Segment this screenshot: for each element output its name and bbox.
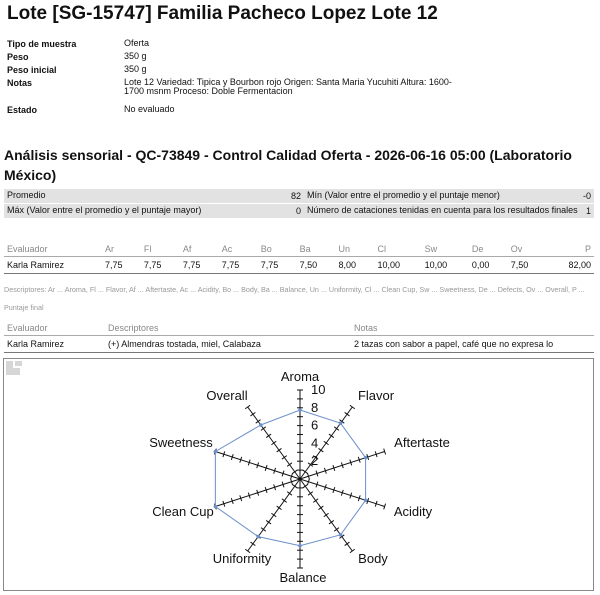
- radar-data-point: [214, 450, 218, 454]
- cell-final-score: 82,00: [547, 257, 594, 274]
- column-header: Ba: [297, 242, 336, 257]
- radar-axis-label: Sweetness: [149, 435, 213, 450]
- summary-cell-min: [304, 189, 594, 203]
- radar-axis-tick: [329, 434, 334, 438]
- cell-score: 0,00: [469, 257, 508, 274]
- radar-data-point: [214, 505, 218, 509]
- radar-tick-label: 8: [311, 399, 319, 415]
- summary-label: Mín (Valor entre el promedio y el puntaje menor): [307, 190, 500, 200]
- scores-table: [4, 242, 594, 274]
- summary-value: -0: [582, 191, 591, 201]
- page-title: Lote [SG-15747] Familia Pacheco Lopez Lote 12: [7, 3, 438, 24]
- summary-row: [4, 189, 594, 203]
- radar-axis-tick: [271, 513, 276, 517]
- radar-axis-tick: [282, 499, 287, 503]
- radar-axis-tick: [292, 470, 297, 474]
- column-header: Un: [336, 242, 375, 257]
- radar-tick-label: 2: [311, 453, 319, 469]
- meta-value: Oferta: [124, 38, 150, 48]
- radar-axis-tick: [287, 463, 292, 467]
- radar-axis-tick: [324, 441, 329, 445]
- radar-axis-tick: [271, 441, 276, 445]
- summary-label: Máx (Valor entre el promedio y el puntaje mayor): [7, 205, 202, 215]
- radar-chart: [4, 359, 593, 590]
- meta-label: Peso inicial: [7, 65, 57, 75]
- meta-value: Lote 12 Variedad: Tipica y Bourbon rojo Origen: Santa Maria Yucuhiti Altura: 1600-1700 msnm Proceso: Doble Fermentacion: [124, 77, 452, 96]
- abbreviation-legend: Descriptores: Ar ... Aroma, Fl ... Flavor, Af ... Aftertaste, Ac ... Acidity, Bo ... Body, Ba ... Balance, Un ... Uniformity, Cl ... Clean Cup, Sw ... Sweetness, De ... Defects, Ov ... Overall, P ... Puntaje final: [4, 285, 585, 312]
- meta-label: Tipo de muestra: [7, 39, 77, 49]
- radar-axis-tick: [308, 492, 313, 496]
- radar-tick-label: 10: [311, 382, 326, 397]
- descriptors-header-row: [4, 321, 594, 336]
- meta-label: Peso: [7, 52, 29, 62]
- column-header: Ac: [219, 242, 258, 257]
- column-header: Bo: [258, 242, 297, 257]
- meta-row-type: [7, 39, 592, 49]
- meta-row-weight: [7, 52, 592, 62]
- radar-axis-label: Aroma: [280, 369, 320, 384]
- radar-axis-tick: [350, 405, 355, 409]
- radar-axis-tick: [245, 405, 250, 409]
- cell-evaluator: Karla Ramirez: [4, 257, 102, 274]
- radar-axis-tick: [282, 456, 287, 460]
- brand-logo-icon: [4, 359, 24, 377]
- summary-label: Promedio: [7, 190, 46, 200]
- column-header: Af: [180, 242, 219, 257]
- column-header: Cl: [374, 242, 421, 257]
- cell-score: 10,00: [422, 257, 469, 274]
- radar-axis-tick: [329, 520, 334, 524]
- radar-axis-tick: [334, 427, 339, 431]
- column-header: Fl: [141, 242, 180, 257]
- column-header: Evaluador: [4, 242, 102, 257]
- summary-label: Número de cataciones tenidas en cuenta para los resultados finales: [307, 205, 578, 215]
- column-header: Sw: [422, 242, 469, 257]
- cell-score: 8,00: [336, 257, 375, 274]
- radar-axis-label: Clean Cup: [152, 504, 214, 519]
- radar-axis-tick: [261, 427, 266, 431]
- column-header: Ov: [508, 242, 547, 257]
- column-header: Descriptores: [105, 321, 351, 336]
- meta-value: 350 g: [124, 51, 147, 61]
- column-header: Notas: [351, 321, 594, 336]
- summary-cell-count: [304, 204, 594, 218]
- radar-series-line: [215, 410, 365, 546]
- radar-data-point: [259, 423, 263, 427]
- meta-row-status: [7, 105, 592, 115]
- cell-score: 7,50: [297, 257, 336, 274]
- sample-metadata: [7, 39, 592, 118]
- column-header: Ar: [102, 242, 141, 257]
- cell-score: 7,75: [180, 257, 219, 274]
- radar-axis-label: Aftertaste: [394, 435, 450, 450]
- radar-axis-tick: [313, 499, 318, 503]
- radar-axis-label: Flavor: [357, 388, 395, 403]
- summary-table: [4, 189, 594, 219]
- radar-chart-panel: [3, 358, 594, 591]
- cell-notes: 2 tazas con sabor a papel, café que no expresa lo: [351, 336, 594, 353]
- radar-axis-tick: [318, 506, 323, 510]
- radar-axis-tick: [345, 412, 350, 416]
- radar-axis-tick: [287, 492, 292, 496]
- radar-axis-tick: [303, 470, 308, 474]
- radar-data-point: [364, 456, 368, 460]
- column-header: De: [469, 242, 508, 257]
- column-header: P: [547, 242, 594, 257]
- radar-axis-tick: [345, 542, 350, 546]
- meta-value: 350 g: [124, 64, 147, 74]
- radar-axis-tick: [334, 528, 339, 532]
- radar-axis-tick: [324, 513, 329, 517]
- table-row: [4, 257, 594, 274]
- radar-axis-tick: [277, 506, 282, 510]
- summary-cell-max: [4, 204, 304, 218]
- meta-label: Estado: [7, 105, 38, 115]
- radar-axis-tick: [250, 542, 255, 546]
- radar-data-point: [256, 535, 260, 539]
- cell-descriptors: (+) Almendras tostada, miel, Calabaza: [105, 336, 351, 353]
- radar-axis-tick: [250, 412, 255, 416]
- column-header: Evaluador: [4, 321, 105, 336]
- radar-axis-label: Balance: [279, 570, 327, 585]
- radar-data-point: [339, 533, 343, 537]
- summary-value: 0: [295, 206, 301, 216]
- radar-data-point: [298, 408, 302, 412]
- radar-axis-tick: [261, 528, 266, 532]
- scores-header-row: [4, 242, 594, 257]
- meta-value: No evaluado: [124, 104, 175, 114]
- radar-tick-label: 4: [311, 435, 319, 451]
- radar-axis-tick: [277, 448, 282, 452]
- meta-row-initial-weight: [7, 65, 592, 75]
- cell-score: 7,50: [508, 257, 547, 274]
- radar-axis-label: Overall: [206, 388, 248, 403]
- meta-label: Notas: [7, 78, 33, 88]
- radar-axis-label: Uniformity: [212, 551, 272, 566]
- radar-axis-label: Acidity: [393, 504, 433, 519]
- radar-data-point: [298, 544, 302, 548]
- radar-axis-tick: [266, 520, 271, 524]
- cell-score: 7,75: [258, 257, 297, 274]
- radar-axis-tick: [292, 484, 297, 488]
- cell-score: 7,75: [141, 257, 180, 274]
- table-row: [4, 336, 594, 353]
- cell-score: 10,00: [374, 257, 421, 274]
- radar-axis-label: Body: [358, 551, 388, 566]
- radar-data-point: [339, 421, 343, 425]
- summary-value: 1: [585, 206, 591, 216]
- radar-axis-tick: [256, 420, 261, 424]
- summary-value: 82: [290, 191, 301, 201]
- cell-score: 7,75: [102, 257, 141, 274]
- summary-cell-average: [4, 189, 304, 203]
- summary-row: [4, 204, 594, 218]
- radar-axis-tick: [350, 549, 355, 553]
- radar-axis-tick: [318, 448, 323, 452]
- radar-data-point: [364, 499, 368, 503]
- cell-evaluator: Karla Ramirez: [4, 336, 105, 353]
- radar-axis-tick: [266, 434, 271, 438]
- analysis-title: Análisis sensorial - QC-73849 - Control Calidad Oferta - 2026-06-16 05:00 (Laboratorio México): [4, 147, 572, 183]
- cell-score: 7,75: [219, 257, 258, 274]
- radar-tick-label: 6: [311, 417, 319, 433]
- descriptors-table: [4, 321, 594, 353]
- meta-row-notes: [7, 78, 592, 96]
- radar-axis-tick: [303, 484, 308, 488]
